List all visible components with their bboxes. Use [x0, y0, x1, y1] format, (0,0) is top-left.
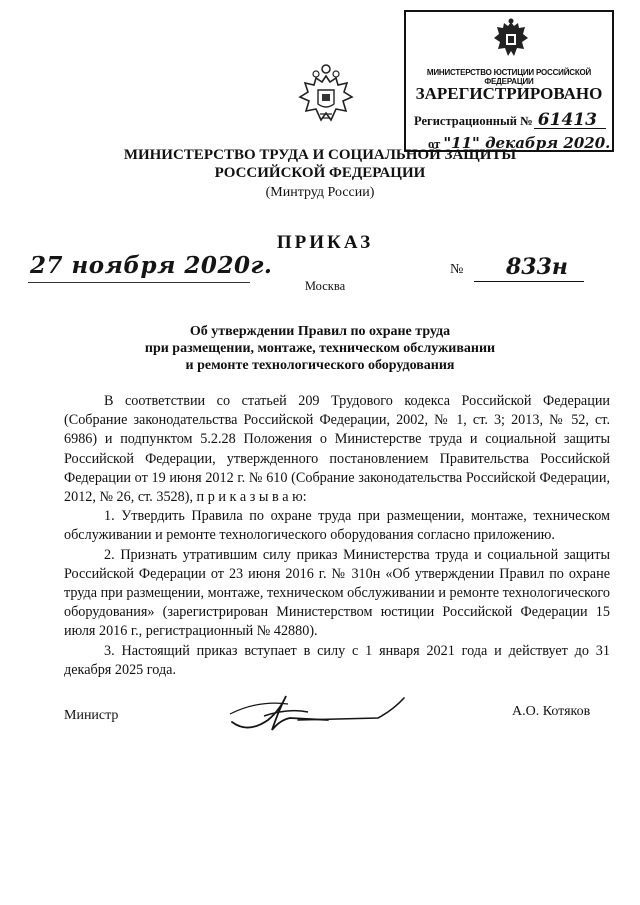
stamp-registration — [414, 110, 597, 130]
order-number-sign: № — [450, 262, 464, 277]
stamp-reg-label: Регистрационный № — [414, 114, 533, 128]
stamp-date-value: "11" декабря 2020. — [443, 134, 611, 152]
signature-position: Министр — [64, 708, 119, 723]
order-subject — [0, 323, 640, 374]
order-city: Москва — [304, 279, 346, 293]
russian-coat-of-arms-icon — [492, 18, 530, 62]
ministry-name-line2: РОССИЙСКОЙ ФЕДЕРАЦИИ — [214, 165, 426, 181]
handwritten-signature-icon — [228, 690, 418, 740]
order-date-handwritten: 27 ноября 2020г. — [30, 252, 273, 279]
body-paragraph-2: 2. Признать утратившим силу приказ Министерства труда и социальной защиты Российской Федерации от 23 июня 2016 г. № 310н «Об утверждении Правил по охране труда при размещении, монтаже, техническом обслуживании и ремонте технологического оборудования» (зарегистрирован Министерством юстиции Российской Федерации 15 июля 2016 г., регистрационный № 42880). — [64, 546, 610, 640]
subject-line3: и ремонте технологического оборудования — [185, 358, 455, 373]
registration-stamp — [404, 10, 614, 152]
stamp-date-prefix: от — [428, 137, 441, 151]
stamp-status: ЗАРЕГИСТРИРОВАНО — [415, 84, 603, 103]
signature-name: А.О. Котяков — [512, 704, 591, 719]
subject-line1: Об утверждении Правил по охране труда — [189, 324, 451, 339]
ministry-name-line1: МИНИСТЕРСТВО ТРУДА И СОЦИАЛЬНОЙ ЗАЩИТЫ — [123, 147, 517, 163]
order-body — [64, 392, 610, 680]
stamp-reg-number: 61413 — [537, 110, 597, 130]
subject-line2: при размещении, монтаже, техническом обслуживании — [144, 341, 496, 356]
ministry-short-name: (Минтруд России) — [265, 185, 375, 200]
russian-coat-of-arms-icon — [298, 64, 354, 128]
body-paragraph-preamble: В соответствии со статьей 209 Трудового кодекса Российской Федерации (Собрание законодательства Российской Федерации, 2002, № 1, ст. 3; 2013, № 52, ст. 6986) и подпунктом 5.2.28 Положения о Министерстве труда и социальной защиты Российской Федерации, утвержденного постановлением Правительства Российской Федерации от 19 июня 2012 г. № 610 (Собрание законодательства Российской Федерации, 2012, № 26, ст. 3528), п р и к а з ы в а ю: — [64, 393, 610, 506]
order-number-handwritten: 833н — [506, 254, 568, 280]
body-paragraph-1: 1. Утвердить Правила по охране труда при размещении, монтаже, техническом обслуживании и ремонте технологического оборудования согласно приложению. — [64, 508, 610, 544]
stamp-ministry: МИНИСТЕРСТВО ЮСТИЦИИ РОССИЙСКОЙ ФЕДЕРАЦИИ — [426, 68, 592, 86]
stamp-reg-underline — [534, 128, 606, 129]
body-paragraph-3: 3. Настоящий приказ вступает в силу с 1 января 2021 года и действует до 31 декабря 2025 года. — [64, 642, 610, 678]
order-title: ПРИКАЗ — [276, 232, 374, 253]
